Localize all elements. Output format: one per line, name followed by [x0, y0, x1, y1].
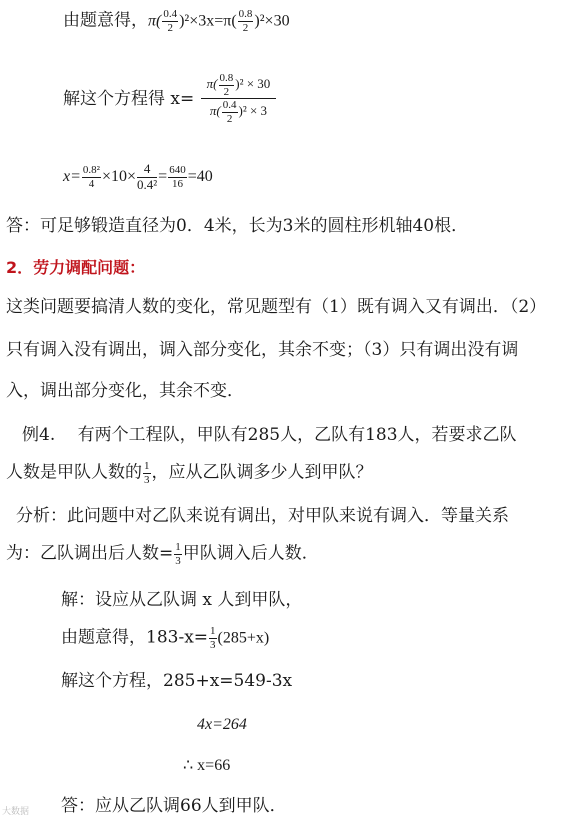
text: ，应从乙队调多少人到甲队？	[151, 462, 373, 483]
section-title: 2．劳力调配问题：	[6, 258, 146, 277]
math-pi: π(	[148, 12, 162, 30]
equation-line-3	[63, 162, 213, 193]
analysis-line: 分析：此问题中对乙队来说有调出，对甲队来说有调入．等量关系	[16, 506, 509, 526]
math-text: =40	[187, 168, 213, 186]
solution-line	[61, 625, 269, 651]
fraction-numerator: 1	[175, 541, 181, 553]
math-text: ×10×	[101, 168, 137, 186]
fraction	[219, 72, 235, 98]
compound-fraction	[201, 72, 277, 126]
solution-line: 答：应从乙队调66人到甲队．	[61, 796, 287, 816]
math-text: x=	[63, 168, 81, 186]
fraction-denominator: 2	[223, 85, 230, 98]
compound-numerator	[201, 72, 277, 99]
fraction	[209, 625, 217, 651]
text: 甲队调入后人数．	[182, 543, 319, 564]
equation-line-2	[63, 72, 277, 126]
paragraph-line: 只有调入没有调出，调入部分变化，其余不变；（3）只有调出没有调	[6, 340, 519, 360]
fraction-denominator: 0.4²	[137, 176, 158, 192]
example-line	[6, 460, 373, 486]
answer-line: 答：可足够锻造直径为0．4米，长为3米的圆柱形机轴40根．	[6, 216, 469, 236]
fraction-denominator: 2	[167, 21, 173, 34]
fraction	[168, 164, 187, 190]
fraction-numerator: 0.4	[163, 8, 178, 20]
text: 由题意得，183-x=	[61, 627, 209, 648]
equation-prefix: 由题意得，	[63, 10, 148, 31]
fraction-numerator: 0.4	[222, 99, 237, 112]
fraction-denominator: 2	[226, 112, 233, 125]
fraction-denominator: 3	[175, 554, 181, 567]
fraction	[162, 8, 178, 34]
fraction	[137, 162, 157, 193]
analysis-line	[6, 541, 319, 567]
paragraph-line: 入，调出部分变化，其余不变．	[6, 381, 244, 401]
text: 人数是甲队人数的	[6, 462, 142, 483]
fraction-denominator: 16	[171, 177, 183, 190]
fraction-denominator: 4	[88, 177, 95, 190]
math-text: )²×30	[254, 12, 290, 30]
paragraph-line: 这类问题要搞清人数的变化，常见题型有（1）既有调入又有调出．（2）	[6, 297, 547, 317]
math-pi: π(	[209, 103, 221, 119]
fraction-denominator: 3	[210, 638, 216, 651]
equation-prefix: 解这个方程得 x=	[63, 88, 195, 109]
compound-denominator	[201, 99, 277, 125]
fraction	[82, 164, 101, 190]
math-text: )² × 30	[235, 76, 271, 92]
math-text: )²×3x=π(	[179, 12, 237, 30]
text: (285+x)	[217, 629, 270, 647]
example-line: 例4. 有两个工程队，甲队有285人，乙队有183人，若要求乙队	[22, 425, 517, 445]
fraction-denominator: 2	[242, 21, 249, 34]
math-text: =	[158, 168, 168, 186]
solution-line: 4x=264	[197, 716, 247, 733]
fraction-numerator: 1	[144, 460, 150, 472]
math-pi: π(	[206, 76, 218, 92]
fraction	[238, 8, 254, 34]
fraction-numerator: 0.8	[219, 72, 234, 84]
solution-line: 解：设应从乙队调 x 人到甲队，	[61, 590, 303, 610]
fraction-denominator: 3	[144, 473, 150, 486]
fraction-numerator: 0.8	[238, 8, 253, 20]
equation-line-1	[63, 8, 290, 34]
solution-line: 解这个方程，285+x=549-3x	[61, 671, 293, 691]
fraction-numerator: 0.8²	[82, 164, 100, 177]
fraction	[222, 99, 238, 125]
fraction	[143, 460, 151, 486]
watermark: 大数据	[2, 807, 30, 817]
fraction-numerator: 4	[137, 162, 157, 178]
fraction-numerator: 1	[210, 625, 216, 637]
text: 为：乙队调出后人数=	[6, 543, 174, 564]
solution-line: ∴ x=66	[183, 757, 231, 774]
fraction	[174, 541, 182, 567]
fraction-numerator: 640	[169, 164, 186, 177]
math-text: )² × 3	[238, 103, 268, 119]
